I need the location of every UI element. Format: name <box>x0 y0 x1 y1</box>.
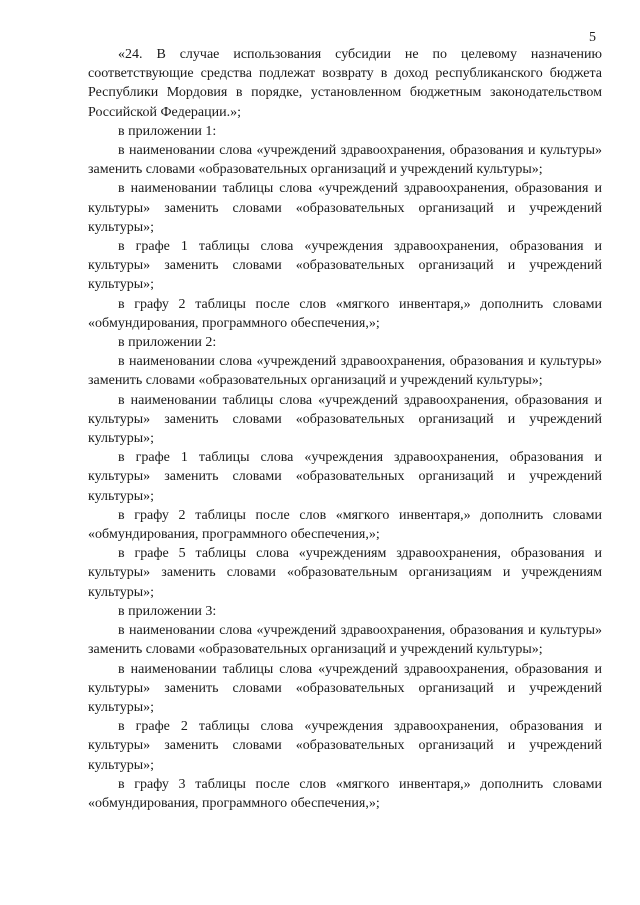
paragraph: в графе 1 таблицы слова «учреждения здравоохранения, образования и культуры» заменить словами «образовательных организаций и учреждений культуры»; <box>88 239 602 293</box>
paragraph: в наименовании таблицы слова «учреждений здравоохранения, образования и культуры» заменить словами «образовательных организаций и учреждений культуры»; <box>88 661 602 715</box>
page-number: 5 <box>589 30 596 45</box>
paragraph: в наименовании таблицы слова «учреждений здравоохранения, образования и культуры» заменить словами «образовательных организаций и учреждений культуры»; <box>88 181 602 235</box>
paragraph: в графе 1 таблицы слова «учреждения здравоохранения, образования и культуры» заменить словами «образовательных организаций и учреждений культуры»; <box>88 450 602 504</box>
paragraph: в наименовании слова «учреждений здравоохранения, образования и культуры» заменить словами «образовательных организаций и учреждений культуры»; <box>88 623 602 658</box>
paragraph: в графу 3 таблицы после слов «мягкого инвентаря,» дополнить словами «обмундирования, программного обеспечения,»; <box>88 776 602 811</box>
paragraph: в наименовании слова «учреждений здравоохранения, образования и культуры» заменить словами «образовательных организаций и учреждений культуры»; <box>88 354 602 389</box>
paragraph-appendix-2-heading: в приложении 2: <box>118 335 217 351</box>
paragraph: в наименовании слова «учреждений здравоохранения, образования и культуры» заменить словами «образовательных организаций и учреждений культуры»; <box>88 143 602 178</box>
paragraph: в наименовании таблицы слова «учреждений здравоохранения, образования и культуры» заменить словами «образовательных организаций и учреждений культуры»; <box>88 392 602 447</box>
paragraph: в графу 2 таблицы после слов «мягкого инвентаря,» дополнить словами «обмундирования, программного обеспечения,»; <box>88 507 602 543</box>
paragraph: в графе 2 таблицы слова «учреждения здравоохранения, образования и культуры» заменить словами «образовательных организаций и учреждений культуры»; <box>88 719 602 773</box>
paragraph: в графу 2 таблицы после слов «мягкого инвентаря,» дополнить словами «обмундирования, программного обеспечения,»; <box>88 296 602 331</box>
paragraph-appendix-3-heading: в приложении 3: <box>118 603 217 619</box>
paragraph: в графе 5 таблицы слова «учреждениям здравоохранения, образования и культуры» заменить словами «образовательным организациям и учреждениям культуры»; <box>88 546 602 600</box>
document-body <box>88 45 602 813</box>
paragraph-clause-24: «24. В случае использования субсидии не по целевому назначению соответствующие средства подлежат возврату в доход республиканского бюджета Республики Мордовия в порядке, установленном бюджетным законодательством Российской Федерации.»; <box>88 47 602 120</box>
paragraph-appendix-1-heading: в приложении 1: <box>118 123 217 139</box>
